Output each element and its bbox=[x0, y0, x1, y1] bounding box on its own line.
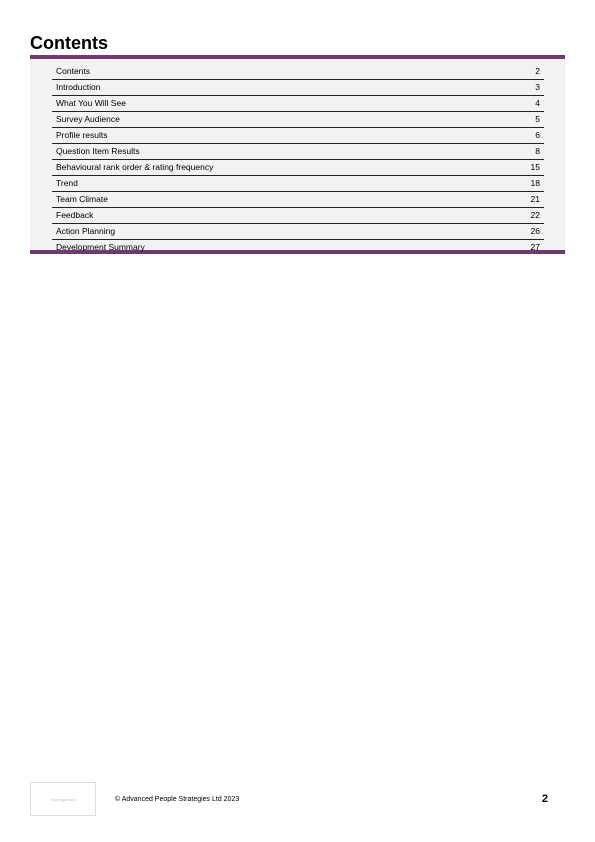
logo-placeholder bbox=[30, 782, 96, 816]
toc-entry-page: 3 bbox=[535, 82, 540, 92]
logo-placeholder-text: Your logo here bbox=[50, 796, 76, 802]
toc-entry-page: 2 bbox=[535, 66, 540, 76]
toc-entry-page: 21 bbox=[530, 194, 540, 204]
toc-entry-label: Action Planning bbox=[56, 226, 116, 236]
toc-entry-team-climate[interactable] bbox=[52, 192, 544, 208]
toc-entry-label: Behavioural rank order & rating frequency bbox=[56, 162, 214, 172]
toc-entry-profile-results[interactable] bbox=[52, 128, 544, 144]
toc-entry-behavioural-rank-order[interactable] bbox=[52, 160, 544, 176]
toc-entry-question-item-results[interactable] bbox=[52, 144, 544, 160]
toc-entry-what-you-will-see[interactable] bbox=[52, 96, 544, 112]
toc-entry-label: Survey Audience bbox=[56, 114, 120, 124]
toc-entry-page: 18 bbox=[530, 178, 540, 188]
toc-list bbox=[52, 64, 544, 255]
toc-entry-contents[interactable] bbox=[52, 64, 544, 80]
toc-entry-label: Question Item Results bbox=[56, 146, 140, 156]
toc-entry-trend[interactable] bbox=[52, 176, 544, 192]
toc-entry-survey-audience[interactable] bbox=[52, 112, 544, 128]
copyright-notice: © Advanced People Strategies Ltd 2023 bbox=[115, 796, 240, 803]
toc-entry-label: Profile results bbox=[56, 130, 108, 140]
toc-entry-page: 26 bbox=[530, 226, 540, 236]
table-of-contents bbox=[30, 55, 565, 254]
toc-entry-page: 8 bbox=[535, 146, 540, 156]
toc-entry-page: 4 bbox=[535, 98, 540, 108]
toc-entry-page: 5 bbox=[535, 114, 540, 124]
toc-entry-page: 15 bbox=[530, 162, 540, 172]
toc-entry-feedback[interactable] bbox=[52, 208, 544, 224]
toc-entry-label: Contents bbox=[56, 66, 91, 76]
toc-entry-introduction[interactable] bbox=[52, 80, 544, 96]
toc-entry-page: 6 bbox=[535, 130, 540, 140]
toc-entry-label: What You Will See bbox=[56, 98, 126, 108]
toc-entry-label: Feedback bbox=[56, 210, 94, 220]
toc-entry-action-planning[interactable] bbox=[52, 224, 544, 240]
toc-entry-page: 22 bbox=[530, 210, 540, 220]
toc-entry-label: Team Climate bbox=[56, 194, 108, 204]
page-title: Contents bbox=[30, 33, 108, 53]
toc-entry-label: Development Summary bbox=[56, 242, 145, 252]
toc-entry-label: Introduction bbox=[56, 82, 101, 92]
toc-entry-development-summary[interactable] bbox=[52, 240, 544, 255]
toc-entry-label: Trend bbox=[56, 178, 78, 188]
toc-entry-page: 27 bbox=[530, 242, 540, 252]
page-number: 2 bbox=[541, 793, 548, 805]
